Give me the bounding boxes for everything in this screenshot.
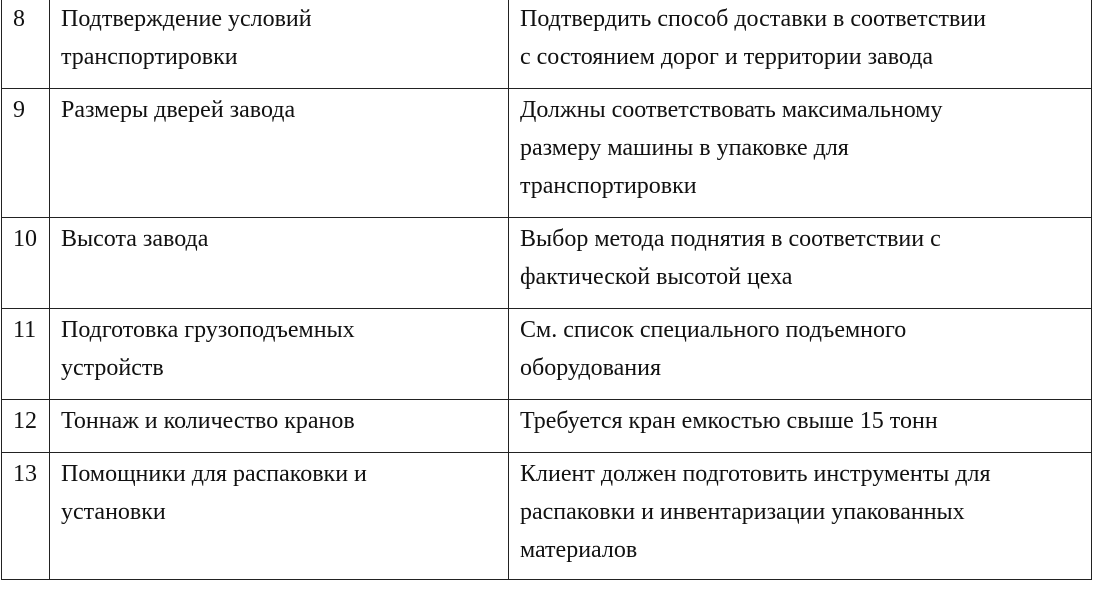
table-row [2,453,1092,580]
row-item: Тоннаж и количество кранов [50,400,509,453]
requirements-table [1,0,1092,580]
row-requirement: См. список специального подъемного оборудования [509,309,1092,400]
row-number: 10 [2,218,50,309]
table-row [2,218,1092,309]
table-row [2,400,1092,453]
row-item: Высота завода [50,218,509,309]
table-row [2,0,1092,89]
row-number: 13 [2,453,50,580]
row-number: 8 [2,0,50,89]
table-row [2,89,1092,218]
row-item: Размеры дверей завода [50,89,509,218]
row-item: Помощники для распаковки и установки [50,453,509,580]
row-item: Подготовка грузоподъемных устройств [50,309,509,400]
row-requirement: Клиент должен подготовить инструменты для распаковки и инвентаризации упакованных материалов [509,453,1092,580]
row-requirement: Подтвердить способ доставки в соответствии с состоянием дорог и территории завода [509,0,1092,89]
row-requirement: Выбор метода поднятия в соответствии с фактической высотой цеха [509,218,1092,309]
row-number: 11 [2,309,50,400]
row-requirement: Требуется кран емкостью свыше 15 тонн [509,400,1092,453]
table-row [2,309,1092,400]
row-number: 9 [2,89,50,218]
row-requirement: Должны соответствовать максимальному размеру машины в упаковке для транспортировки [509,89,1092,218]
row-number: 12 [2,400,50,453]
row-item: Подтверждение условий транспортировки [50,0,509,89]
